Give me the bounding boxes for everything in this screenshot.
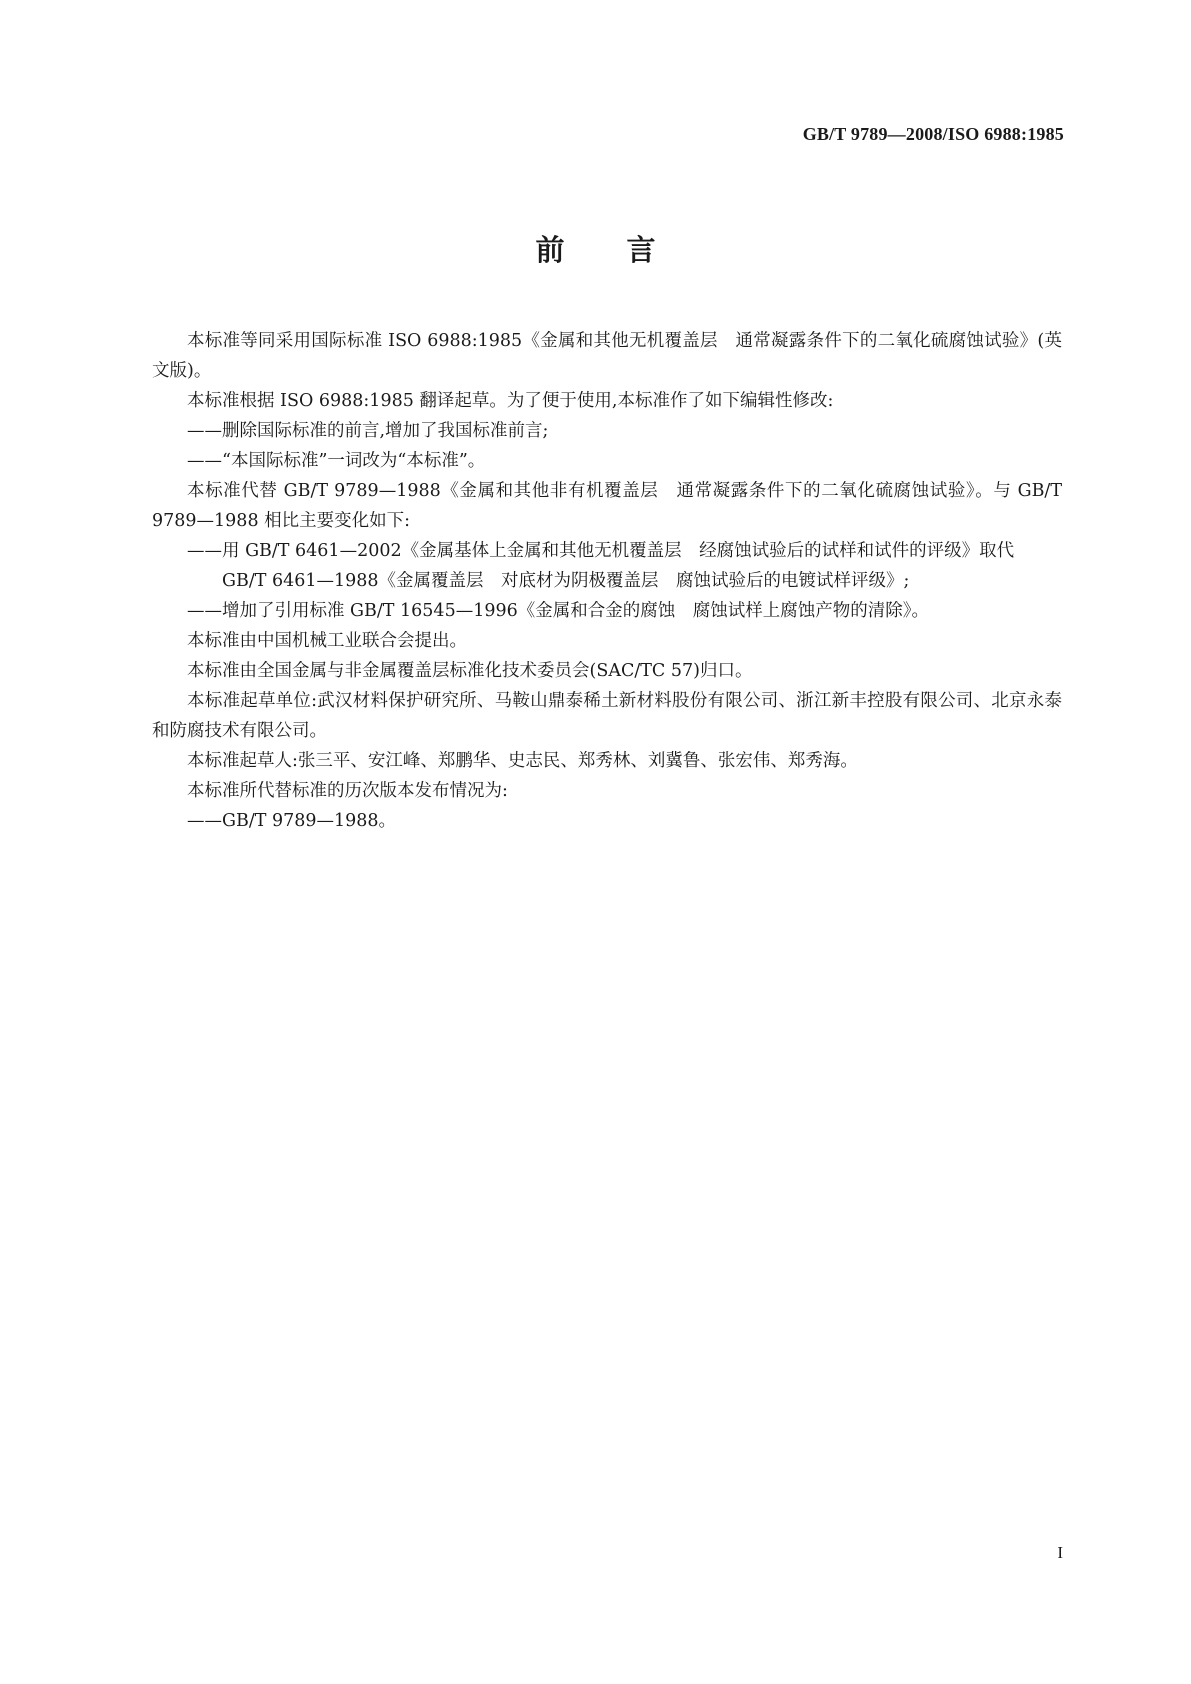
list-item-replace-reference: ——用 GB/T 6461—2002《金属基体上金属和其他无机覆盖层 经腐蚀试验后的试样和试件的评级》取代 GB/T 6461—1988《金属覆盖层 对底材为阴极覆盖层 腐蚀试验后的电镀试样评级》; bbox=[187, 541, 1015, 591]
page-number: I bbox=[1057, 1543, 1063, 1562]
paragraph-previous-editions: 本标准所代替标准的历次版本发布情况为: bbox=[187, 781, 508, 801]
paragraph-replaces: 本标准代替 GB/T 9789—1988《金属和其他非有机覆盖层 通常凝露条件下的二氧化硫腐蚀试验》。与 GB/T 9789—1988 相比主要变化如下: bbox=[152, 481, 1062, 531]
paragraph-drafting-units: 本标准起草单位:武汉材料保护研究所、马鞍山鼎泰稀土新材料股份有限公司、浙江新丰控股有限公司、北京永泰和防腐技术有限公司。 bbox=[152, 691, 1062, 741]
list-item-previous-edition: ——GB/T 9789—1988。 bbox=[187, 811, 397, 831]
list-item-remove-foreword: ——删除国际标准的前言,增加了我国标准前言; bbox=[187, 421, 549, 441]
standard-number: GB/T 9789—2008/ISO 6988:1985 bbox=[802, 124, 1064, 144]
paragraph-adoption: 本标准等同采用国际标准 ISO 6988:1985《金属和其他无机覆盖层 通常凝露条件下的二氧化硫腐蚀试验》(英文版)。 bbox=[152, 331, 1062, 381]
document-body bbox=[152, 326, 1062, 836]
list-item-add-reference: ——增加了引用标准 GB/T 16545—1996《金属和合金的腐蚀 腐蚀试样上腐蚀产物的清除》。 bbox=[187, 601, 929, 621]
paragraph-drafters: 本标准起草人:张三平、安江峰、郑鹏华、史志民、郑秀林、刘冀鲁、张宏伟、郑秀海。 bbox=[187, 751, 858, 771]
paragraph-centralized-by: 本标准由全国金属与非金属覆盖层标准化技术委员会(SAC/TC 57)归口。 bbox=[187, 661, 753, 681]
list-item-term-change: ——“本国际标准”一词改为“本标准”。 bbox=[187, 451, 486, 471]
paragraph-translation: 本标准根据 ISO 6988:1985 翻译起草。为了便于使用,本标准作了如下编辑性修改: bbox=[187, 391, 834, 411]
paragraph-proposed-by: 本标准由中国机械工业联合会提出。 bbox=[187, 631, 467, 651]
page-title: 前言 bbox=[535, 233, 718, 267]
